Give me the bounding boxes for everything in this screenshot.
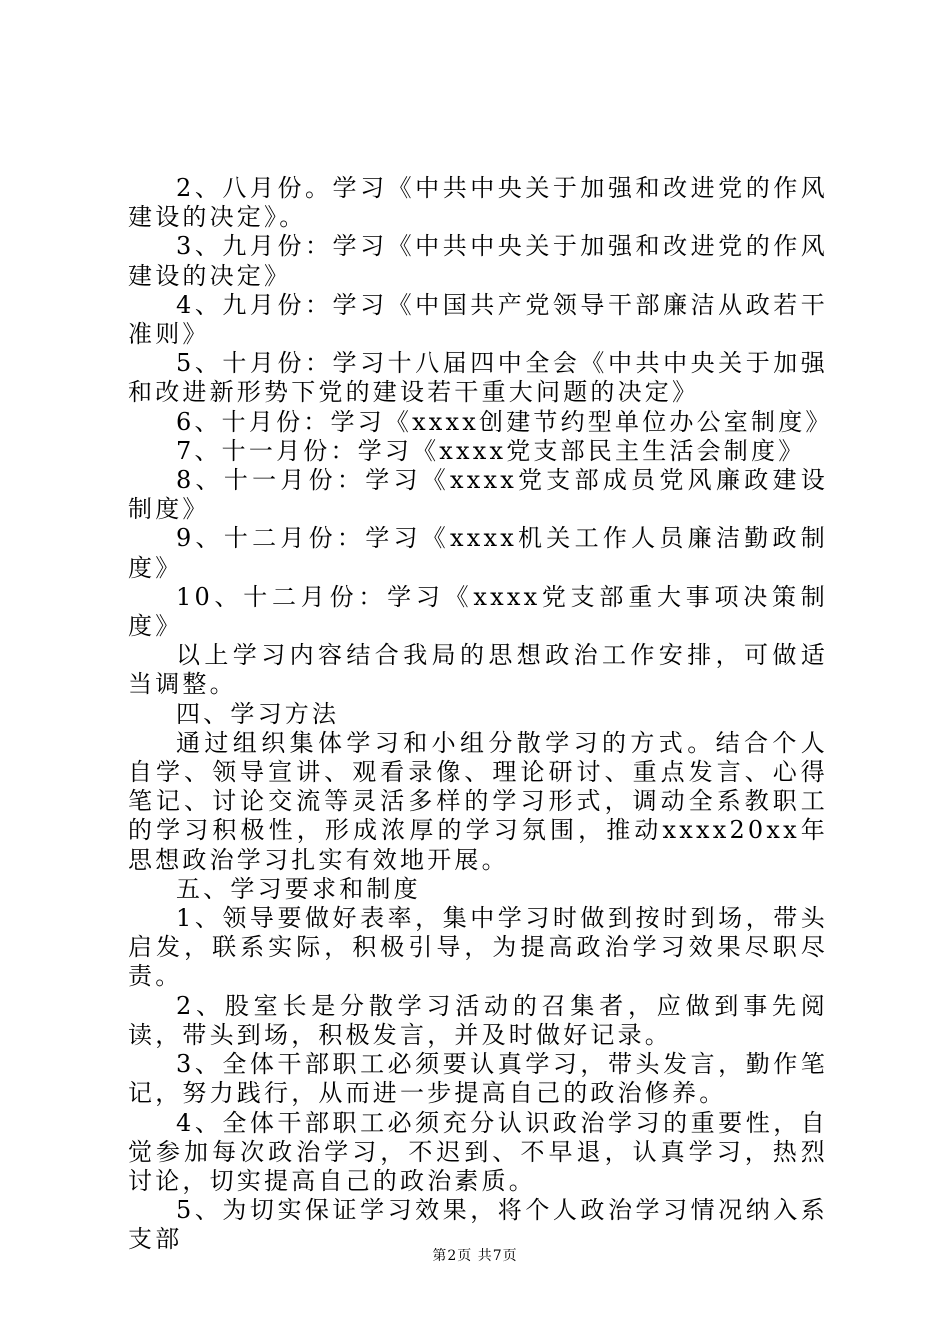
page-number-footer: 第2页 共7页 [432,1248,518,1264]
paragraph: 1、领导要做好表率，集中学习时做到按时到场，带头启发，联系实际，积极引导，为提高政治学习效果尽职尽责。 [128,904,828,991]
document-body [128,174,833,1255]
paragraph: 6、十月份：学习《xxxx创建节约型单位办公室制度》 [176,407,833,436]
paragraph: 5、为切实保证学习效果，将个人政治学习情况纳入系支部 [128,1196,828,1254]
paragraph: 8、十一月份：学习《xxxx党支部成员党风廉政建设制度》 [128,466,828,524]
paragraph: 2、八月份。学习《中共中央关于加强和改进党的作风建设的决定》。 [128,174,828,232]
paragraph: 2、股室长是分散学习活动的召集者，应做到事先阅读，带头到场，积极发言，并及时做好记录。 [128,991,828,1049]
paragraph: 3、全体干部职工必须要认真学习，带头发言，勤作笔记，努力践行，从而进一步提高自己的政治修养。 [128,1050,828,1108]
paragraph: 7、十一月份：学习《xxxx党支部民主生活会制度》 [176,436,806,465]
paragraph: 10、十二月份：学习《xxxx党支部重大事项决策制度》 [128,582,828,641]
section-heading: 四、学习方法 [176,699,340,728]
paragraph: 5、十月份：学习十八届四中全会《中共中央关于加强和改进新形势下党的建设若干重大问题的决定》 [128,349,828,407]
paragraph: 通过组织集体学习和小组分散学习的方式。结合个人自学、领导宣讲、观看录像、理论研讨、重点发言、心得笔记、讨论交流等灵活多样的学习形式，调动全系教职工的学习积极性，形成浓厚的学习氛围，推动xxxx20xx年思想政治学习扎实有效地开展。 [128,728,828,874]
paragraph: 9、十二月份：学习《xxxx机关工作人员廉洁勤政制度》 [128,524,828,582]
section-heading: 五、学习要求和制度 [176,874,421,903]
paragraph: 4、九月份：学习《中国共产党领导干部廉洁从政若干准则》 [128,290,828,349]
paragraph: 以上学习内容结合我局的思想政治工作安排，可做适当调整。 [128,641,828,699]
paragraph: 4、全体干部职工必须充分认识政治学习的重要性，自觉参加每次政治学习，不迟到、不早退，认真学习，热烈讨论，切实提高自己的政治素质。 [128,1108,828,1195]
paragraph: 3、九月份：学习《中共中央关于加强和改进党的作风建设的决定》 [128,232,828,290]
